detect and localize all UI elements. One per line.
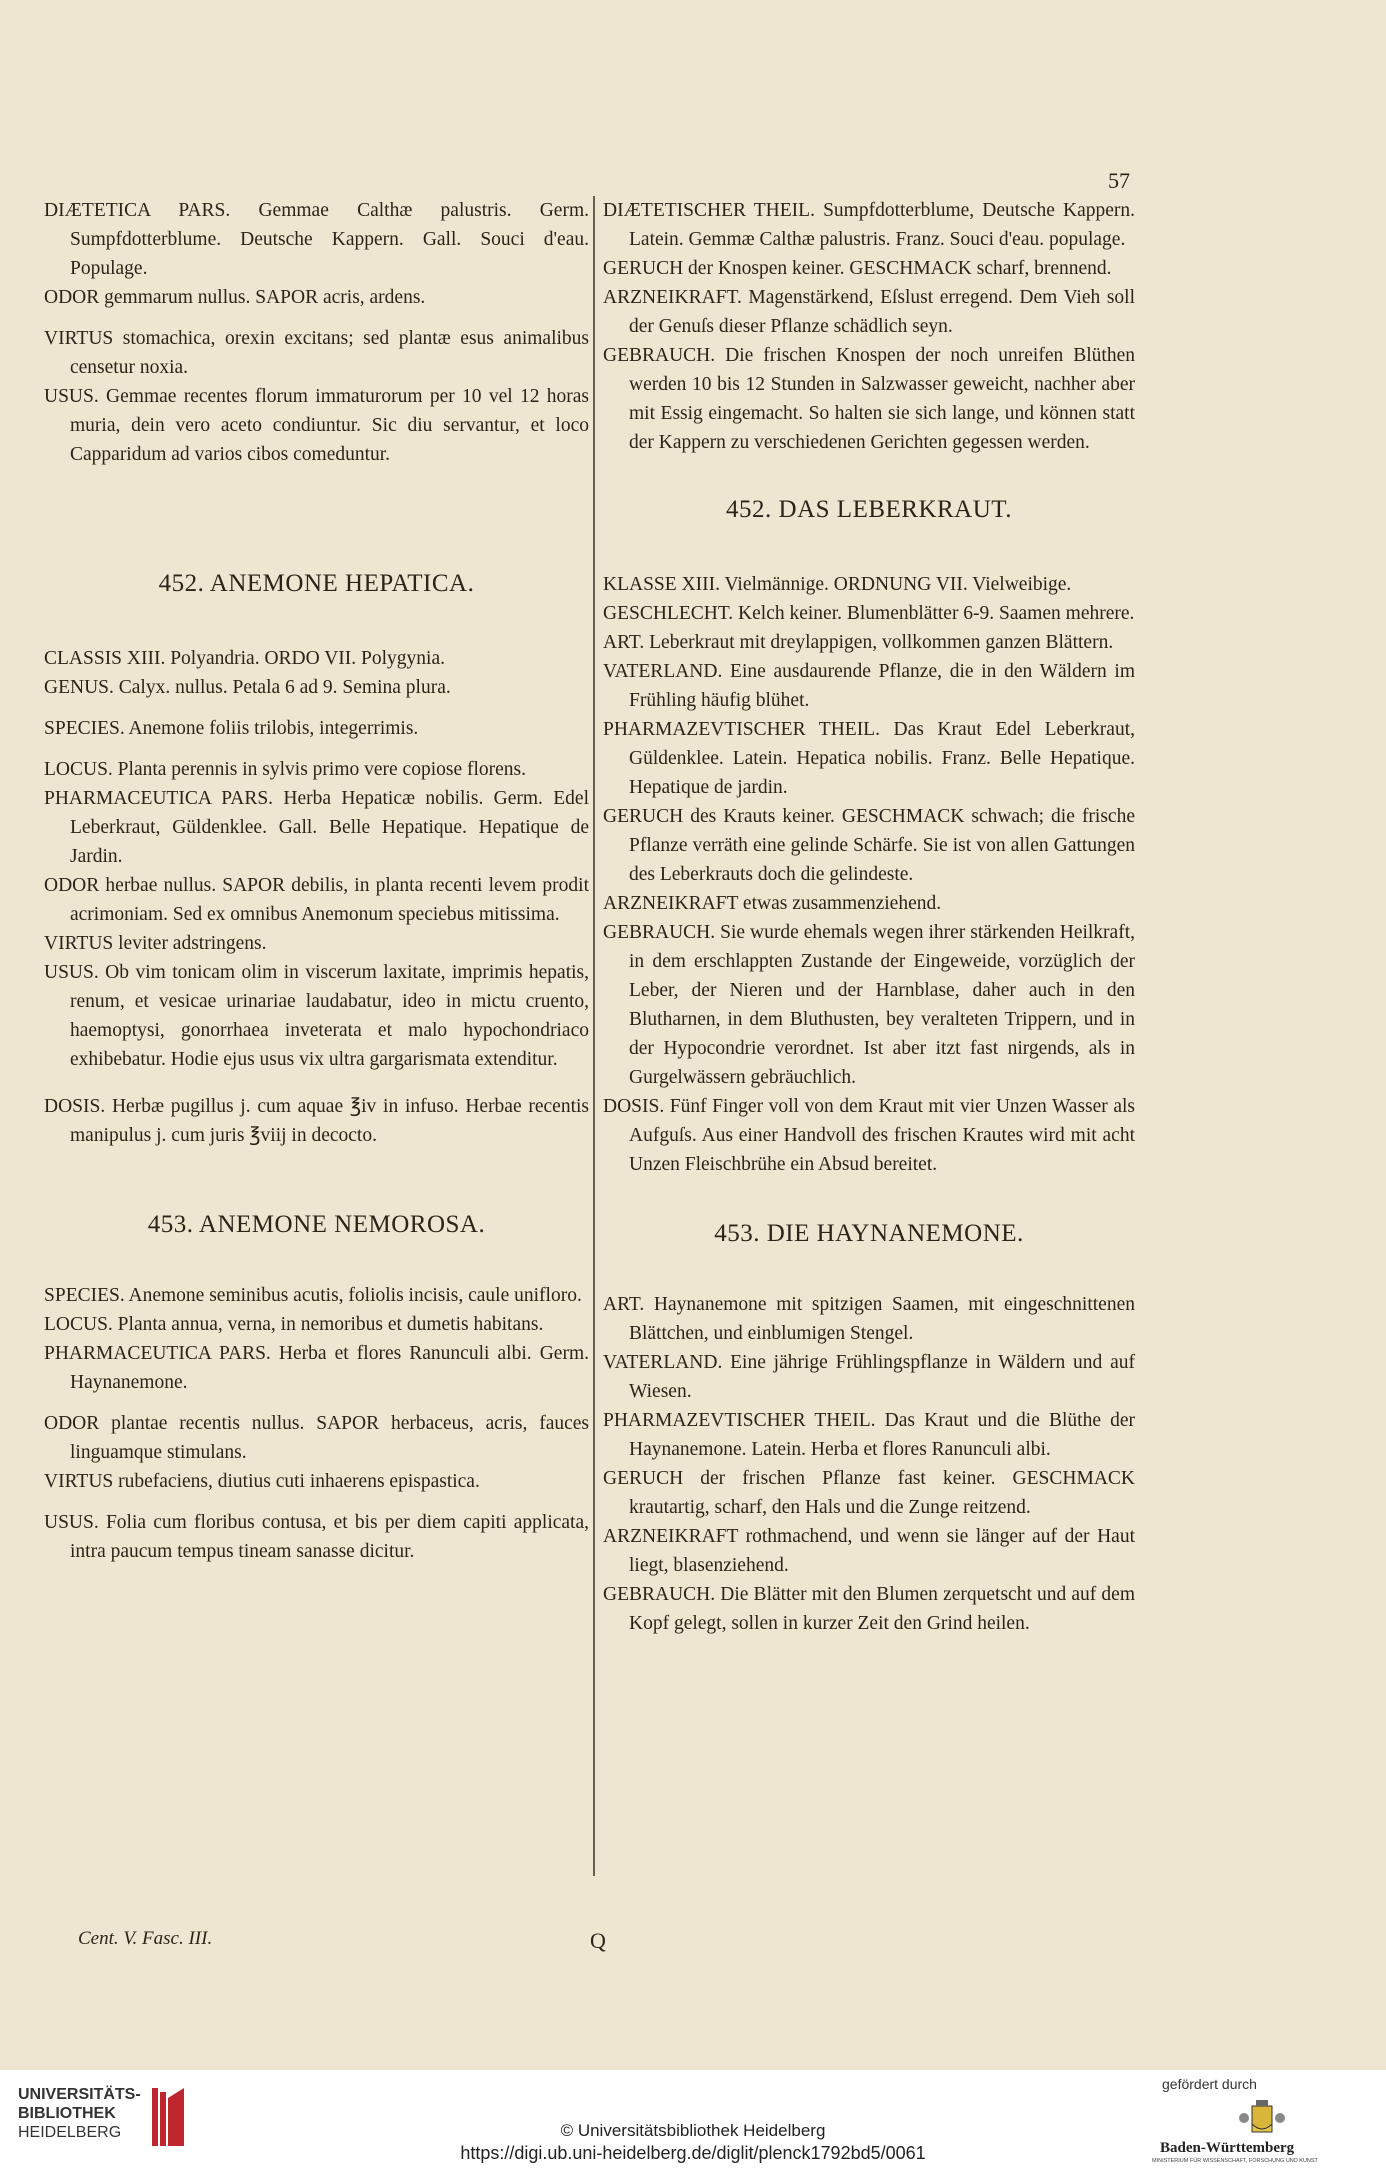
entry-usus: USUS. Gemmae recentes florum immaturorum per 10 vel 12 horas muria, dein vero aceto condiuntur. Sic diu servantur, et loco Capparidum ad varios cibos comeduntur. [44,386,589,465]
entry-gebrauch-452: GEBRAUCH. Sie wurde ehemals wegen ihrer stärkenden Heilkraft, in dem erschlappten Zustande der Eingeweide, vorzüglich der Leber, der Nieren und der Harnblase, daher auch in den Blutharnen, in dem Bluthusten, bey veralteten Trippern, und in der Hypocondrie verordnet. Ist aber itzt fast nirgends, als in Gurgelwässern gebräuchlich. [603,922,1135,1088]
permalink-url[interactable]: https://digi.ub.uni-heidelberg.de/diglit/plenck1792bd5/0061 [460,2143,926,2163]
entry-pharmaceutica: PHARMACEUTICA PARS. Herba Hepaticæ nobilis. Germ. Edel Leberkraut, Güldenklee. Gall. Belle Hepatique. Hepatique de Jardin. [44,788,589,867]
signature-left: Cent. V. Fasc. III. [78,1928,213,1949]
entry-locus: LOCUS. Planta perennis in sylvis primo vere copiose florens. [44,759,527,780]
page-number: 57 [1108,168,1130,193]
copyright-notice: © Universitätsbibliothek Heidelberg [560,2121,826,2140]
library-name-line1: UNIVERSITÄTS- [18,2086,141,2103]
entry-geruch-452: GERUCH des Krauts keiner. GESCHMACK schwach; die frische Pflanze verräth eine gelinde Schärfe. Sie ist von allen Gattungen des Leberkrauts doch die gelindeste. [603,806,1135,885]
funded-by-label: gefördert durch [1162,2076,1257,2092]
entry-arzneikraft-452: ARZNEIKRAFT etwas zusammenziehend. [603,893,942,914]
entry-virtus: VIRTUS stomachica, orexin excitans; sed plantæ esus animalibus censetur noxia. [44,328,589,378]
entry-genus: GENUS. Calyx. nullus. Petala 6 ad 9. Semina plura. [44,677,451,698]
entry-odor-453: ODOR plantae recentis nullus. SAPOR herbaceus, acris, fauces linguamque stimulans. [44,1413,589,1463]
entry-pharmazevtischer-453: PHARMAZEVTISCHER THEIL. Das Kraut und die Blüthe der Haynanemone. Latein. Herba et flores Ranunculi albi. [603,1410,1135,1460]
heading-452-german: 452. DAS LEBERKRAUT. [726,496,1012,523]
entry-diaetetica: DIÆTETICA PARS. Gemmae Calthæ palustris. Germ. Sumpfdotterblume. Deutsche Kappern. Gall. Souci d'eau. Populage. [44,200,589,279]
entry-art-453: ART. Haynanemone mit spitzigen Saamen, mit eingeschnittenen Blättchen, und einblumigen Stengel. [603,1294,1135,1344]
latin-column [44,196,589,1566]
entry-dosis: DOSIS. Herbæ pugillus j. cum aquae ℥iv in infuso. Herbae recentis manipulus j. cum juris ℥viij in decocto. [44,1096,589,1146]
column-divider [593,196,595,1876]
entry-geruch: GERUCH der Knospen keiner. GESCHMACK scharf, brennend. [603,258,1112,279]
coat-of-arms-icon [1238,2100,1286,2140]
entry-virtus-452: VIRTUS leviter adstringens. [44,933,267,954]
entry-pharmaceutica-453: PHARMACEUTICA PARS. Herba et flores Ranunculi albi. Germ. Haynanemone. [44,1343,589,1393]
heading-453-latin: 453. ANEMONE NEMOROSA. [147,1211,486,1238]
entry-locus-453: LOCUS. Planta annua, verna, in nemoribus et dumetis habitans. [44,1314,544,1335]
entry-art: ART. Leberkraut mit dreylappigen, vollkommen ganzen Blättern. [603,632,1114,653]
entry-klasse: KLASSE XIII. Vielmännige. ORDNUNG VII. Vielweibige. [603,574,1072,595]
entry-virtus-453: VIRTUS rubefaciens, diutius cuti inhaerens epispastica. [44,1471,480,1492]
entry-arzneikraft-453: ARZNEIKRAFT rothmachend, und wenn sie länger auf der Haut liegt, blasenziehend. [603,1526,1135,1576]
entry-diaetetischer: DIÆTETISCHER THEIL. Sumpfdotterblume, Deutsche Kappern. Latein. Gemmæ Calthæ palustris. Franz. Souci d'eau. populage. [603,200,1135,250]
entry-gebrauch-453: GEBRAUCH. Die Blätter mit den Blumen zerquetscht und auf dem Kopf gelegt, sollen in kurzer Zeit den Grind heilen. [603,1584,1135,1634]
heading-452-latin: 452. ANEMONE HEPATICA. [158,570,475,597]
entry-pharmazevtischer: PHARMAZEVTISCHER THEIL. Das Kraut Edel Leberkraut, Güldenklee. Latein. Hepatica nobilis. Franz. Belle Hepatique. Hepatique de jardin. [603,719,1135,798]
entry-gebrauch: GEBRAUCH. Die frischen Knospen der noch unreifen Blüthen werden 10 bis 12 Stunden in Salzwasser geweicht, nachher aber mit Essig eingemacht. So halten sie sich lange, und können statt der Kappern zu verschiedenen Gerichten gegessen werden. [603,345,1135,453]
entry-odor-452: ODOR herbae nullus. SAPOR debilis, in planta recenti levem prodit acrimoniam. Sed ex omnibus Anemonum speciebus mitissima. [44,875,589,925]
funder-ministry: MINISTERIUM FÜR WISSENSCHAFT, FORSCHUNG UND KUNST [1152,2158,1318,2164]
signature-mark: Q [590,1928,606,1953]
entry-vaterland-453: VATERLAND. Eine jährige Frühlingspflanze in Wäldern und auf Wiesen. [603,1352,1135,1402]
entry-usus-453: USUS. Folia cum floribus contusa, et bis per diem capiti applicata, intra paucum tempus tineam sanasse dicitur. [44,1512,589,1562]
entry-species: SPECIES. Anemone foliis trilobis, integerrimis. [44,718,419,739]
library-name-line3: HEIDELBERG [18,2124,122,2141]
entry-geruch-453: GERUCH der frischen Pflanze fast keiner. GESCHMACK krautartig, scharf, den Hals und die Zunge reitzend. [603,1468,1135,1518]
entry-geschlecht: GESCHLECHT. Kelch keiner. Blumenblätter 6-9. Saamen mehrere. [603,603,1135,624]
entry-species-453: SPECIES. Anemone seminibus acutis, foliolis incisis, caule unifloro. [44,1285,582,1306]
entry-classis: CLASSIS XIII. Polyandria. ORDO VII. Polygynia. [44,648,446,669]
heading-453-german: 453. DIE HAYNANEMONE. [714,1220,1024,1247]
german-column [603,196,1135,1638]
entry-odor: ODOR gemmarum nullus. SAPOR acris, ardens. [44,287,426,308]
entry-usus-452: USUS. Ob vim tonicam olim in viscerum laxitate, imprimis hepatis, renum, et vesicae urinariae laudabatur, ideo in mictu cruento, haemoptysi, gonorrhaea inveterata et malo hypochondriaco exhibebatur. Hodie ejus usus vix ultra gargarismata extenditur. [44,962,589,1070]
entry-dosis-german: DOSIS. Fünf Finger voll von dem Kraut mit vier Unzen Wasser als Aufguſs. Aus einer Handvoll des frischen Krautes wird mit acht Unzen Fleischbrühe ein Absud bereitet. [603,1096,1135,1175]
funder-name: Baden-Württemberg [1160,2140,1295,2156]
entry-vaterland: VATERLAND. Eine ausdaurende Pflanze, die in den Wäldern im Frühling häufig blühet. [603,661,1135,711]
library-name-line2: BIBLIOTHEK [18,2105,116,2122]
entry-arzneikraft: ARZNEIKRAFT. Magenstärkend, Eſslust erregend. Dem Vieh soll der Genuſs dieser Pflanze schädlich seyn. [603,287,1135,337]
